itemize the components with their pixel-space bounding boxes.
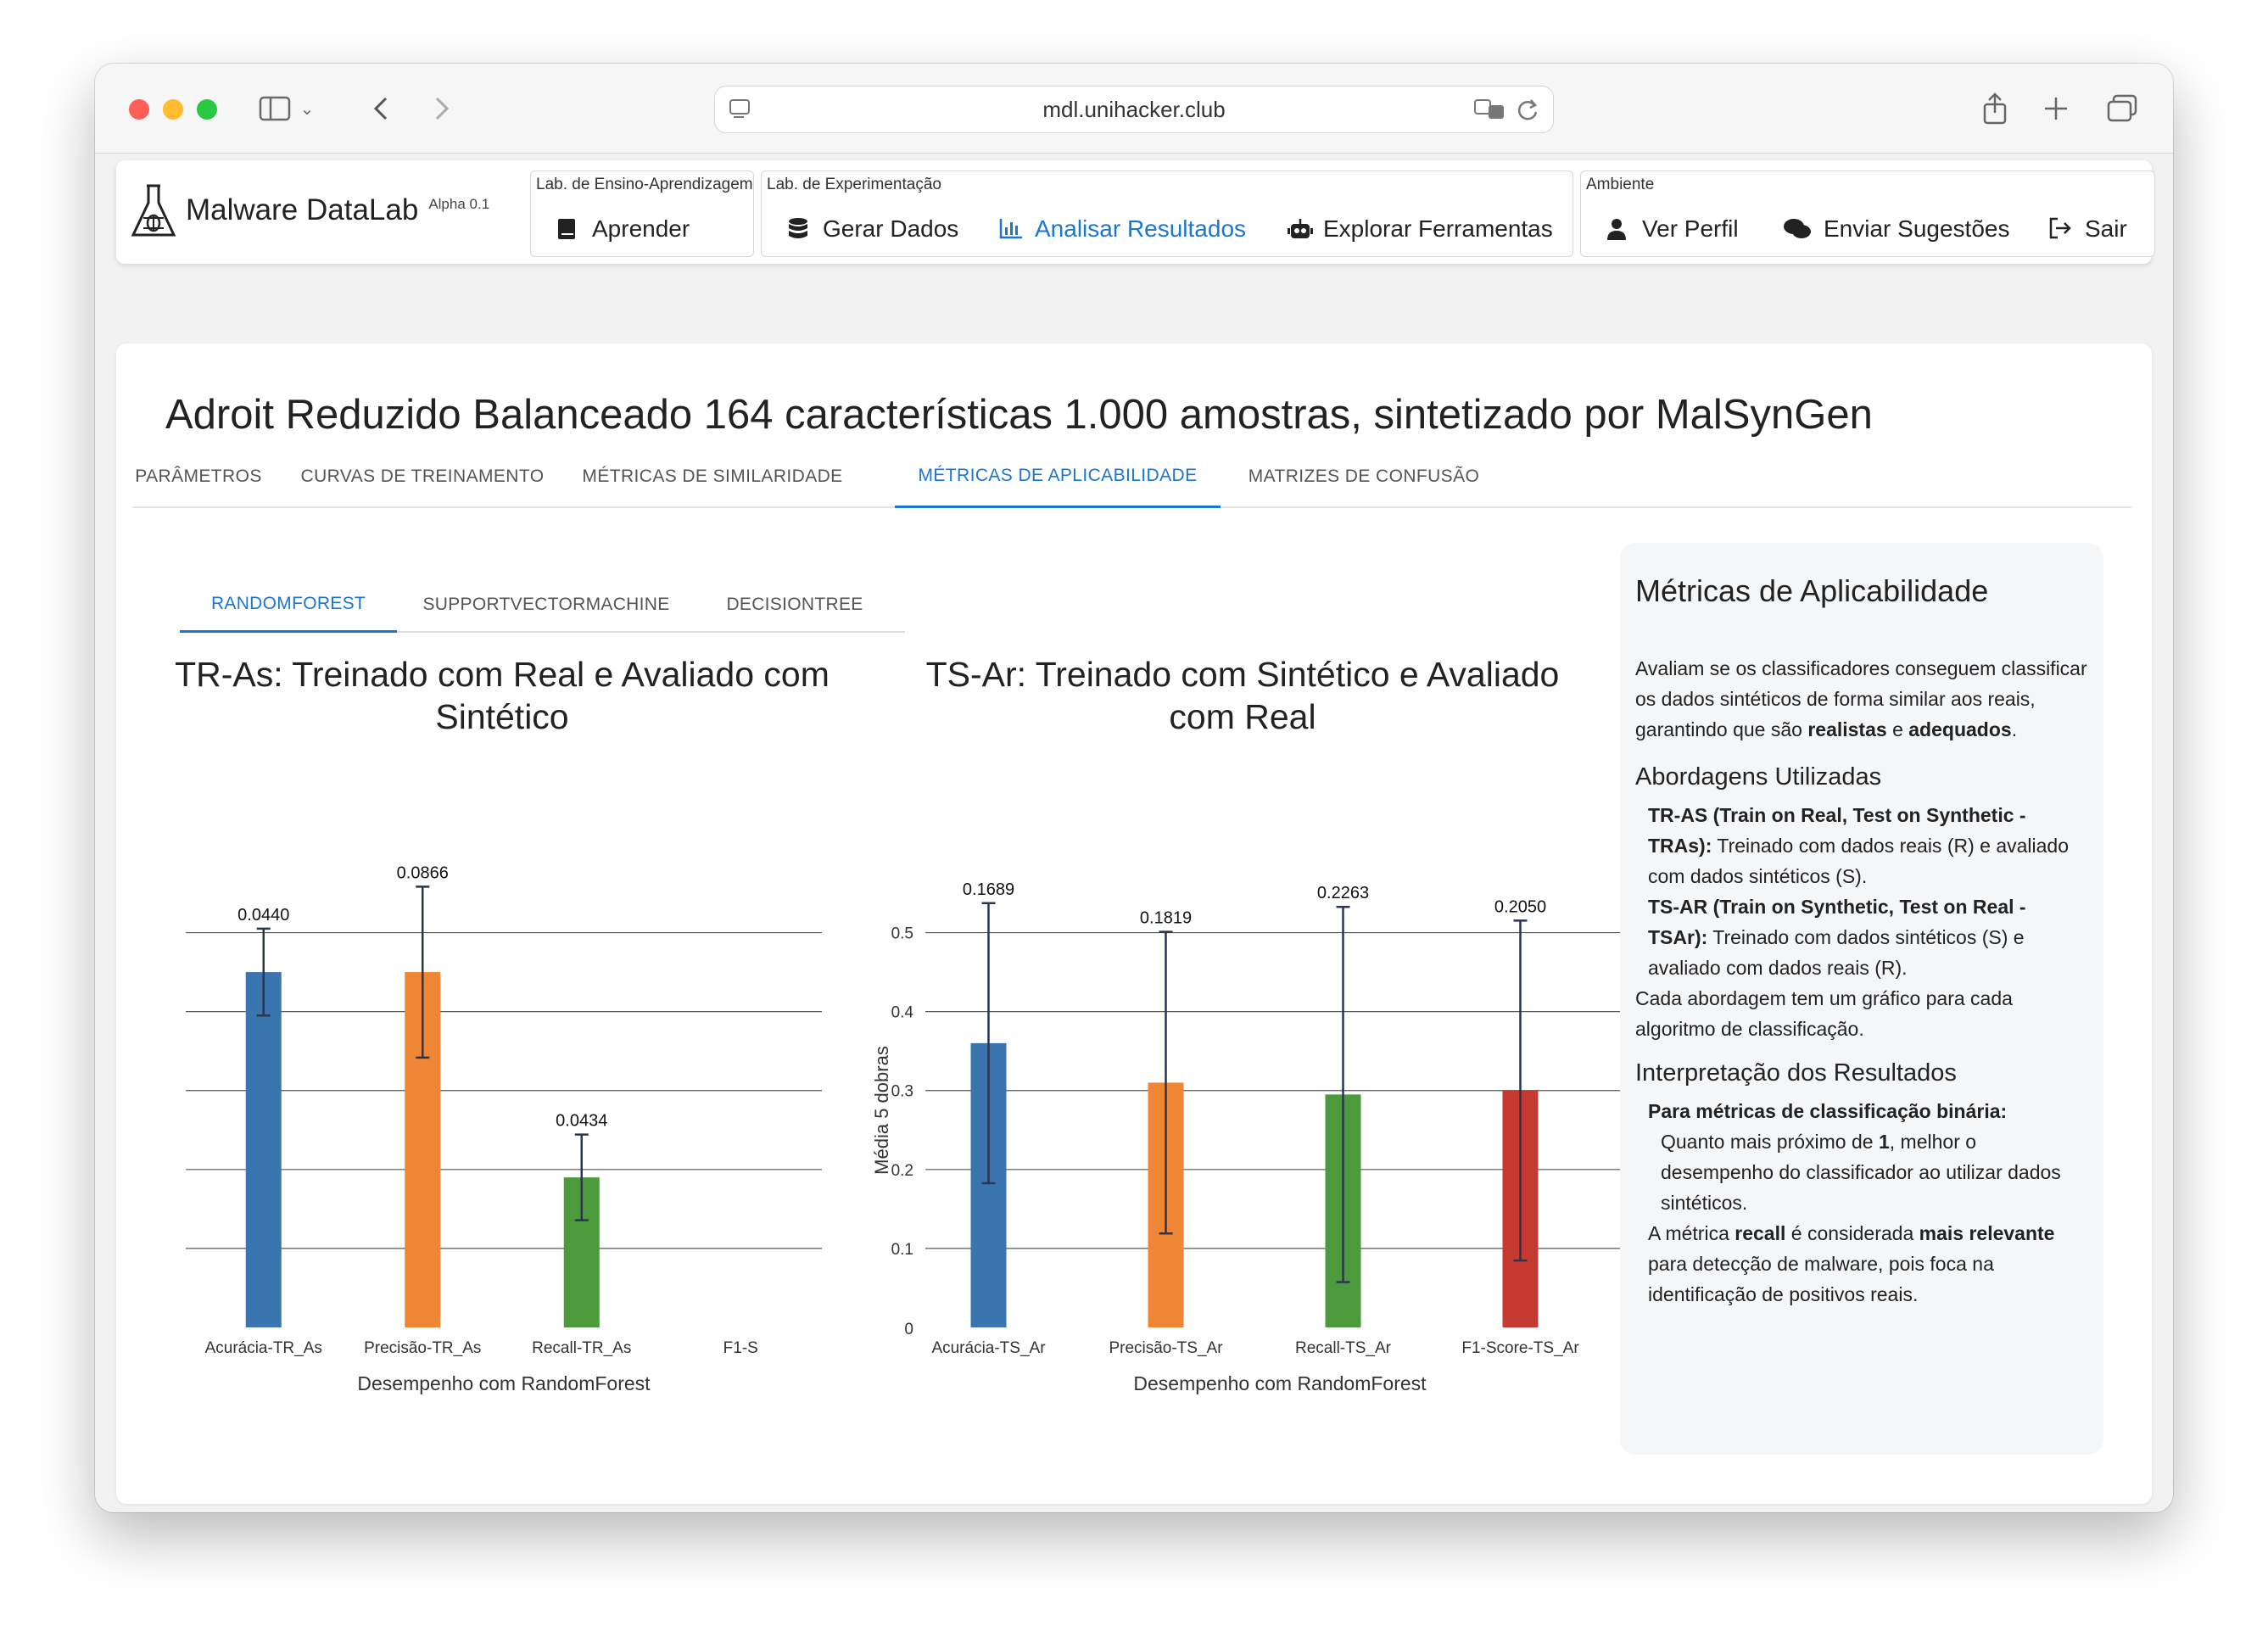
y-tick-label: 0.4: [891, 1003, 913, 1022]
nav-analisar-resultados-label: Analisar Resultados: [1035, 215, 1247, 242]
nav-group-experimentacao: [761, 170, 1573, 257]
subtab-supportvectormachine[interactable]: SUPPORTVECTORMACHINE: [422, 595, 670, 614]
back-icon[interactable]: [368, 89, 394, 128]
nav-ver-perfil-button[interactable]: [1606, 205, 1739, 253]
info-recall-text: para detecção de malware, pois foca na identificação de positivos reais.: [1648, 1253, 1994, 1305]
nav-group-label: Lab. de Ensino-Aprendizagem: [536, 176, 753, 193]
brand-version: Alpha 0.1: [428, 196, 490, 212]
y-tick-label: 0.1: [891, 1240, 913, 1259]
info-recall-bold: mais relevante: [1919, 1222, 2055, 1244]
nav-group-label: Lab. de Experimentação: [767, 176, 941, 193]
page-viewport: [95, 154, 2173, 1512]
info-intro-text: e: [1892, 718, 1903, 740]
database-icon: [787, 217, 811, 241]
nav-explorar-ferramentas-button[interactable]: [1288, 205, 1553, 253]
info-tsar-text: Treinado com dados sintéticos (S) e avaliado com dados reais (R).: [1648, 926, 2025, 979]
data-label: 0.0866: [396, 863, 449, 883]
site-settings-icon[interactable]: [729, 98, 752, 126]
brand[interactable]: [130, 181, 489, 240]
app-navbar: [116, 160, 2152, 264]
info-intro-bold: adequados: [1908, 718, 2012, 740]
info-approaches-title: Abordagens Utilizadas: [1635, 763, 1882, 791]
chart-title-tras: TR-As: Treinado com Real e Avaliado com Sintético: [175, 655, 830, 736]
tab-parametros[interactable]: PARÂMETROS: [135, 467, 262, 486]
info-interp-title: Interpretação dos Resultados: [1635, 1059, 1957, 1087]
data-label: 0.0434: [556, 1111, 608, 1131]
y-tick-label: 0: [904, 1321, 913, 1338]
forward-icon[interactable]: [429, 89, 455, 128]
tab-metricas-similaridade[interactable]: MÉTRICAS DE SIMILARIDADE: [582, 467, 843, 486]
info-intro-text: Avaliam se os classificadores conseguem classificar os dados sintéticos de forma similar aos reais, garantindo que são: [1635, 657, 2087, 740]
page-title: Adroit Reduzido Balanceado 164 características 1.000 amostras, sintetizado por MalSynGen: [165, 392, 1873, 438]
info-binary-a: Quanto mais próximo de: [1661, 1131, 1874, 1153]
new-tab-icon[interactable]: [2041, 89, 2071, 128]
nav-analisar-resultados-button[interactable]: [999, 205, 1246, 253]
nav-sair-label: Sair: [2085, 215, 2127, 242]
info-tsar-bold: TS-AR (Train on Synthetic, Test on Real - TSAr):: [1648, 896, 2026, 948]
bar-chart-icon: [999, 217, 1023, 241]
info-recall-text: A métrica: [1648, 1222, 1729, 1244]
data-label: 0.0440: [237, 905, 290, 925]
nav-enviar-sugestoes-button[interactable]: [1783, 205, 2009, 253]
info-intro: [1635, 653, 2088, 745]
info-tras-bold: TR-AS (Train on Real, Test on Synthetic - TRAs):: [1648, 804, 2026, 857]
nav-gerar-dados-button[interactable]: [787, 205, 958, 253]
browser-titlebar: [95, 64, 2173, 154]
chart-tsar: [116, 344, 1609, 1504]
x-tick-label: Recall-TR_As: [532, 1339, 632, 1357]
nav-aprender-label: Aprender: [592, 215, 690, 242]
minimize-window-button[interactable]: [163, 99, 183, 120]
content-card: [116, 344, 2152, 1504]
x-tick-label: Acurácia-TS_Ar: [931, 1339, 1046, 1357]
nav-explorar-ferramentas-label: Explorar Ferramentas: [1323, 215, 1553, 242]
info-binary-bold: Para métricas de classificação binária:: [1648, 1100, 2008, 1122]
nav-ver-perfil-label: Ver Perfil: [1642, 215, 1739, 242]
info-panel: [1620, 543, 2103, 1455]
info-tras: [1635, 800, 2088, 891]
reload-icon[interactable]: [1516, 97, 1539, 128]
data-label: 0.1689: [962, 880, 1015, 899]
browser-window: [95, 64, 2173, 1512]
robot-icon: [1288, 217, 1311, 241]
info-binary-b: , melhor o desempenho do classificador ao utilizar dados sintéticos.: [1661, 1131, 2061, 1214]
url-text[interactable]: mdl.unihacker.club: [1042, 96, 1226, 122]
info-tras-text: Treinado com dados reais (R) e avaliado com dados sintéticos (S).: [1648, 835, 2070, 887]
nav-aprender-button[interactable]: [556, 205, 690, 253]
nav-group-label: Ambiente: [1586, 176, 1655, 193]
close-window-button[interactable]: [129, 99, 149, 120]
info-recall-bold: recall: [1735, 1222, 1786, 1244]
tab-curvas-treinamento[interactable]: CURVAS DE TREINAMENTO: [300, 467, 545, 486]
user-icon: [1606, 217, 1630, 241]
x-tick-label: Precisão-TR_As: [364, 1339, 482, 1357]
info-binary-heading: [1635, 1096, 2088, 1126]
chart-title-tsar: TS-Ar: Treinado com Sintético e Avaliado com Real: [925, 655, 1560, 736]
address-bar[interactable]: [714, 86, 1554, 133]
x-tick-label: F1-Score-TS_Ar: [1461, 1339, 1579, 1357]
brand-name[interactable]: Malware DataLab: [186, 193, 419, 226]
sidebar-toggle-icon[interactable]: [258, 89, 292, 128]
info-title: Métricas de Aplicabilidade: [1635, 573, 1989, 608]
sign-out-icon: [2049, 217, 2073, 241]
data-label: 0.2050: [1494, 897, 1547, 917]
y-axis-label: Média 5 dobras: [871, 1046, 892, 1175]
share-icon[interactable]: [1980, 89, 2010, 128]
x-tick-label: Precisão-TS_Ar: [1109, 1339, 1223, 1357]
info-binary-text: [1635, 1126, 2088, 1218]
data-label: 0.2263: [1316, 884, 1370, 903]
info-approach-note: Cada abordagem tem um gráfico para cada algoritmo de classificação.: [1635, 987, 2013, 1040]
maximize-window-button[interactable]: [197, 99, 217, 120]
translate-icon[interactable]: [1473, 97, 1507, 128]
info-intro-bold: realistas: [1807, 718, 1887, 740]
y-tick-label: 0.5: [891, 925, 913, 943]
x-axis-label: Desempenho com RandomForest: [1133, 1372, 1427, 1394]
chevron-down-icon[interactable]: ⌄: [299, 99, 315, 119]
tab-metricas-aplicabilidade[interactable]: MÉTRICAS DE APLICABILIDADE: [895, 445, 1221, 508]
info-intro-text: .: [2011, 718, 2018, 740]
nav-enviar-sugestoes-label: Enviar Sugestões: [1824, 215, 2010, 242]
tab-overview-icon[interactable]: [2105, 89, 2139, 128]
nav-sair-button[interactable]: [2049, 205, 2127, 253]
nav-group-ambiente: [1580, 170, 2155, 257]
info-binary-one: 1: [1878, 1131, 1890, 1153]
info-recall: [1635, 1218, 2088, 1310]
tab-matrizes-confusao[interactable]: MATRIZES DE CONFUSÃO: [1248, 467, 1480, 486]
y-tick-label: 0.2: [891, 1161, 913, 1180]
info-recall-text: é considerada: [1790, 1222, 1914, 1244]
x-tick-label: Recall-TS_Ar: [1295, 1339, 1391, 1357]
flask-bug-logo-icon: [130, 181, 177, 240]
x-tick-label: Acurácia-TR_As: [204, 1339, 322, 1357]
x-axis-label: Desempenho com RandomForest: [357, 1372, 651, 1394]
data-label: 0.1819: [1139, 908, 1193, 928]
nav-gerar-dados-label: Gerar Dados: [823, 215, 959, 242]
y-tick-label: 0.3: [891, 1082, 913, 1101]
comments-icon: [1783, 217, 1812, 241]
subtab-decisiontree[interactable]: DECISIONTREE: [726, 595, 863, 614]
subtab-randomforest[interactable]: RANDOMFOREST: [180, 577, 397, 633]
info-tsar: [1635, 891, 2088, 983]
x-tick-label: F1-S: [723, 1339, 758, 1357]
book-icon: [556, 217, 580, 241]
nav-group-ensino: [530, 170, 754, 257]
